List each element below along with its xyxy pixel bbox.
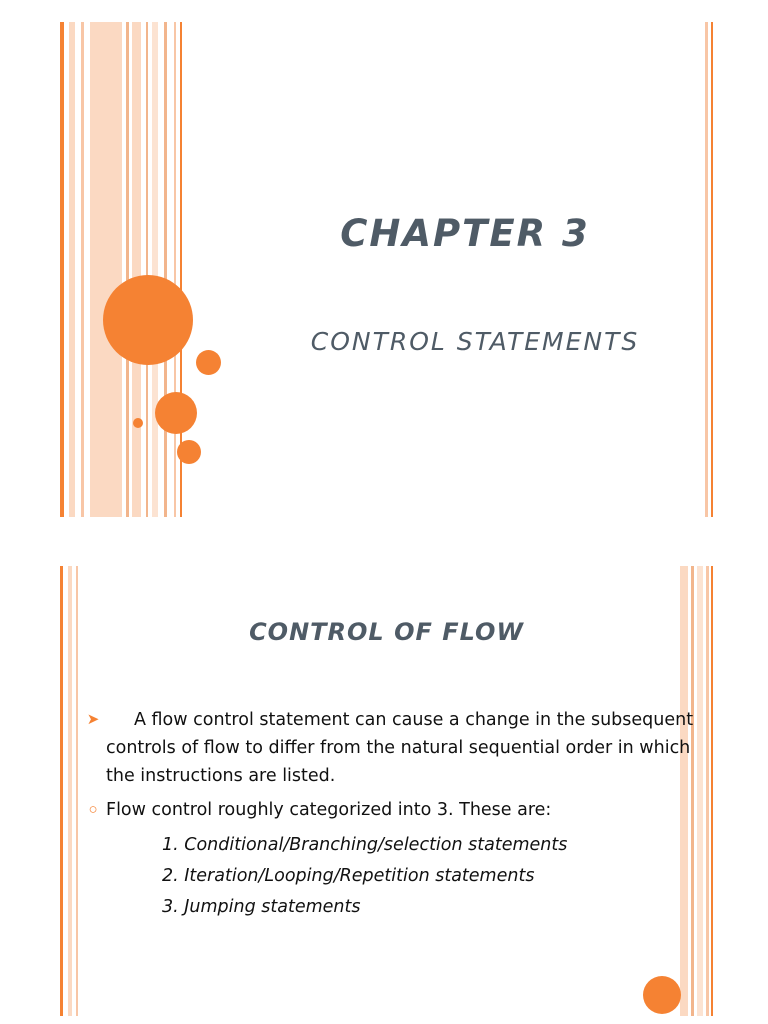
- bullet-list: [80, 706, 700, 923]
- list-item: 2. Iteration/Looping/Repetition statements: [162, 866, 535, 886]
- decor-circle-tiny: [133, 418, 143, 428]
- slide-title: CHAPTER 3: [340, 212, 590, 255]
- bullet-text: Flow control roughly categorized into 3. These are:: [106, 800, 552, 820]
- decor-stripe: [164, 22, 167, 517]
- decor-stripe: [152, 22, 158, 517]
- list-item: 3. Jumping statements: [162, 897, 361, 917]
- decor-stripe: [69, 22, 75, 517]
- slide-subtitle: CONTROL STATEMENTS: [310, 327, 640, 356]
- circle-bullet-icon: ○: [88, 801, 98, 818]
- arrow-bullet-icon: ➤: [86, 711, 100, 728]
- decor-circle-medium: [643, 976, 681, 1014]
- decor-circle-small: [196, 350, 221, 375]
- decor-circle-small: [177, 440, 201, 464]
- list-item: [80, 706, 700, 790]
- list-item: 1. Conditional/Branching/selection statements: [162, 835, 568, 855]
- decor-stripe: [705, 22, 708, 517]
- decor-circle-medium: [155, 392, 197, 434]
- slide-heading: CONTROL OF FLOW: [249, 618, 524, 646]
- list-item: [80, 796, 700, 824]
- decor-stripe: [81, 22, 84, 517]
- decor-stripe: [711, 22, 713, 517]
- decor-circle-large: [103, 275, 193, 365]
- numbered-sub-list: [80, 830, 700, 923]
- decor-stripe: [60, 22, 64, 517]
- decor-stripe: [126, 22, 129, 517]
- slide-1: [60, 22, 713, 517]
- decor-stripe: [146, 22, 148, 517]
- decor-stripe: [90, 22, 122, 517]
- slide-2: [60, 566, 713, 1016]
- bullet-text: A flow control statement can cause a change in the subsequent controls of flow to differ from the natural sequential order in which the instructions are listed.: [106, 710, 694, 786]
- decor-stripe: [132, 22, 141, 517]
- decor-stripe: [174, 22, 176, 517]
